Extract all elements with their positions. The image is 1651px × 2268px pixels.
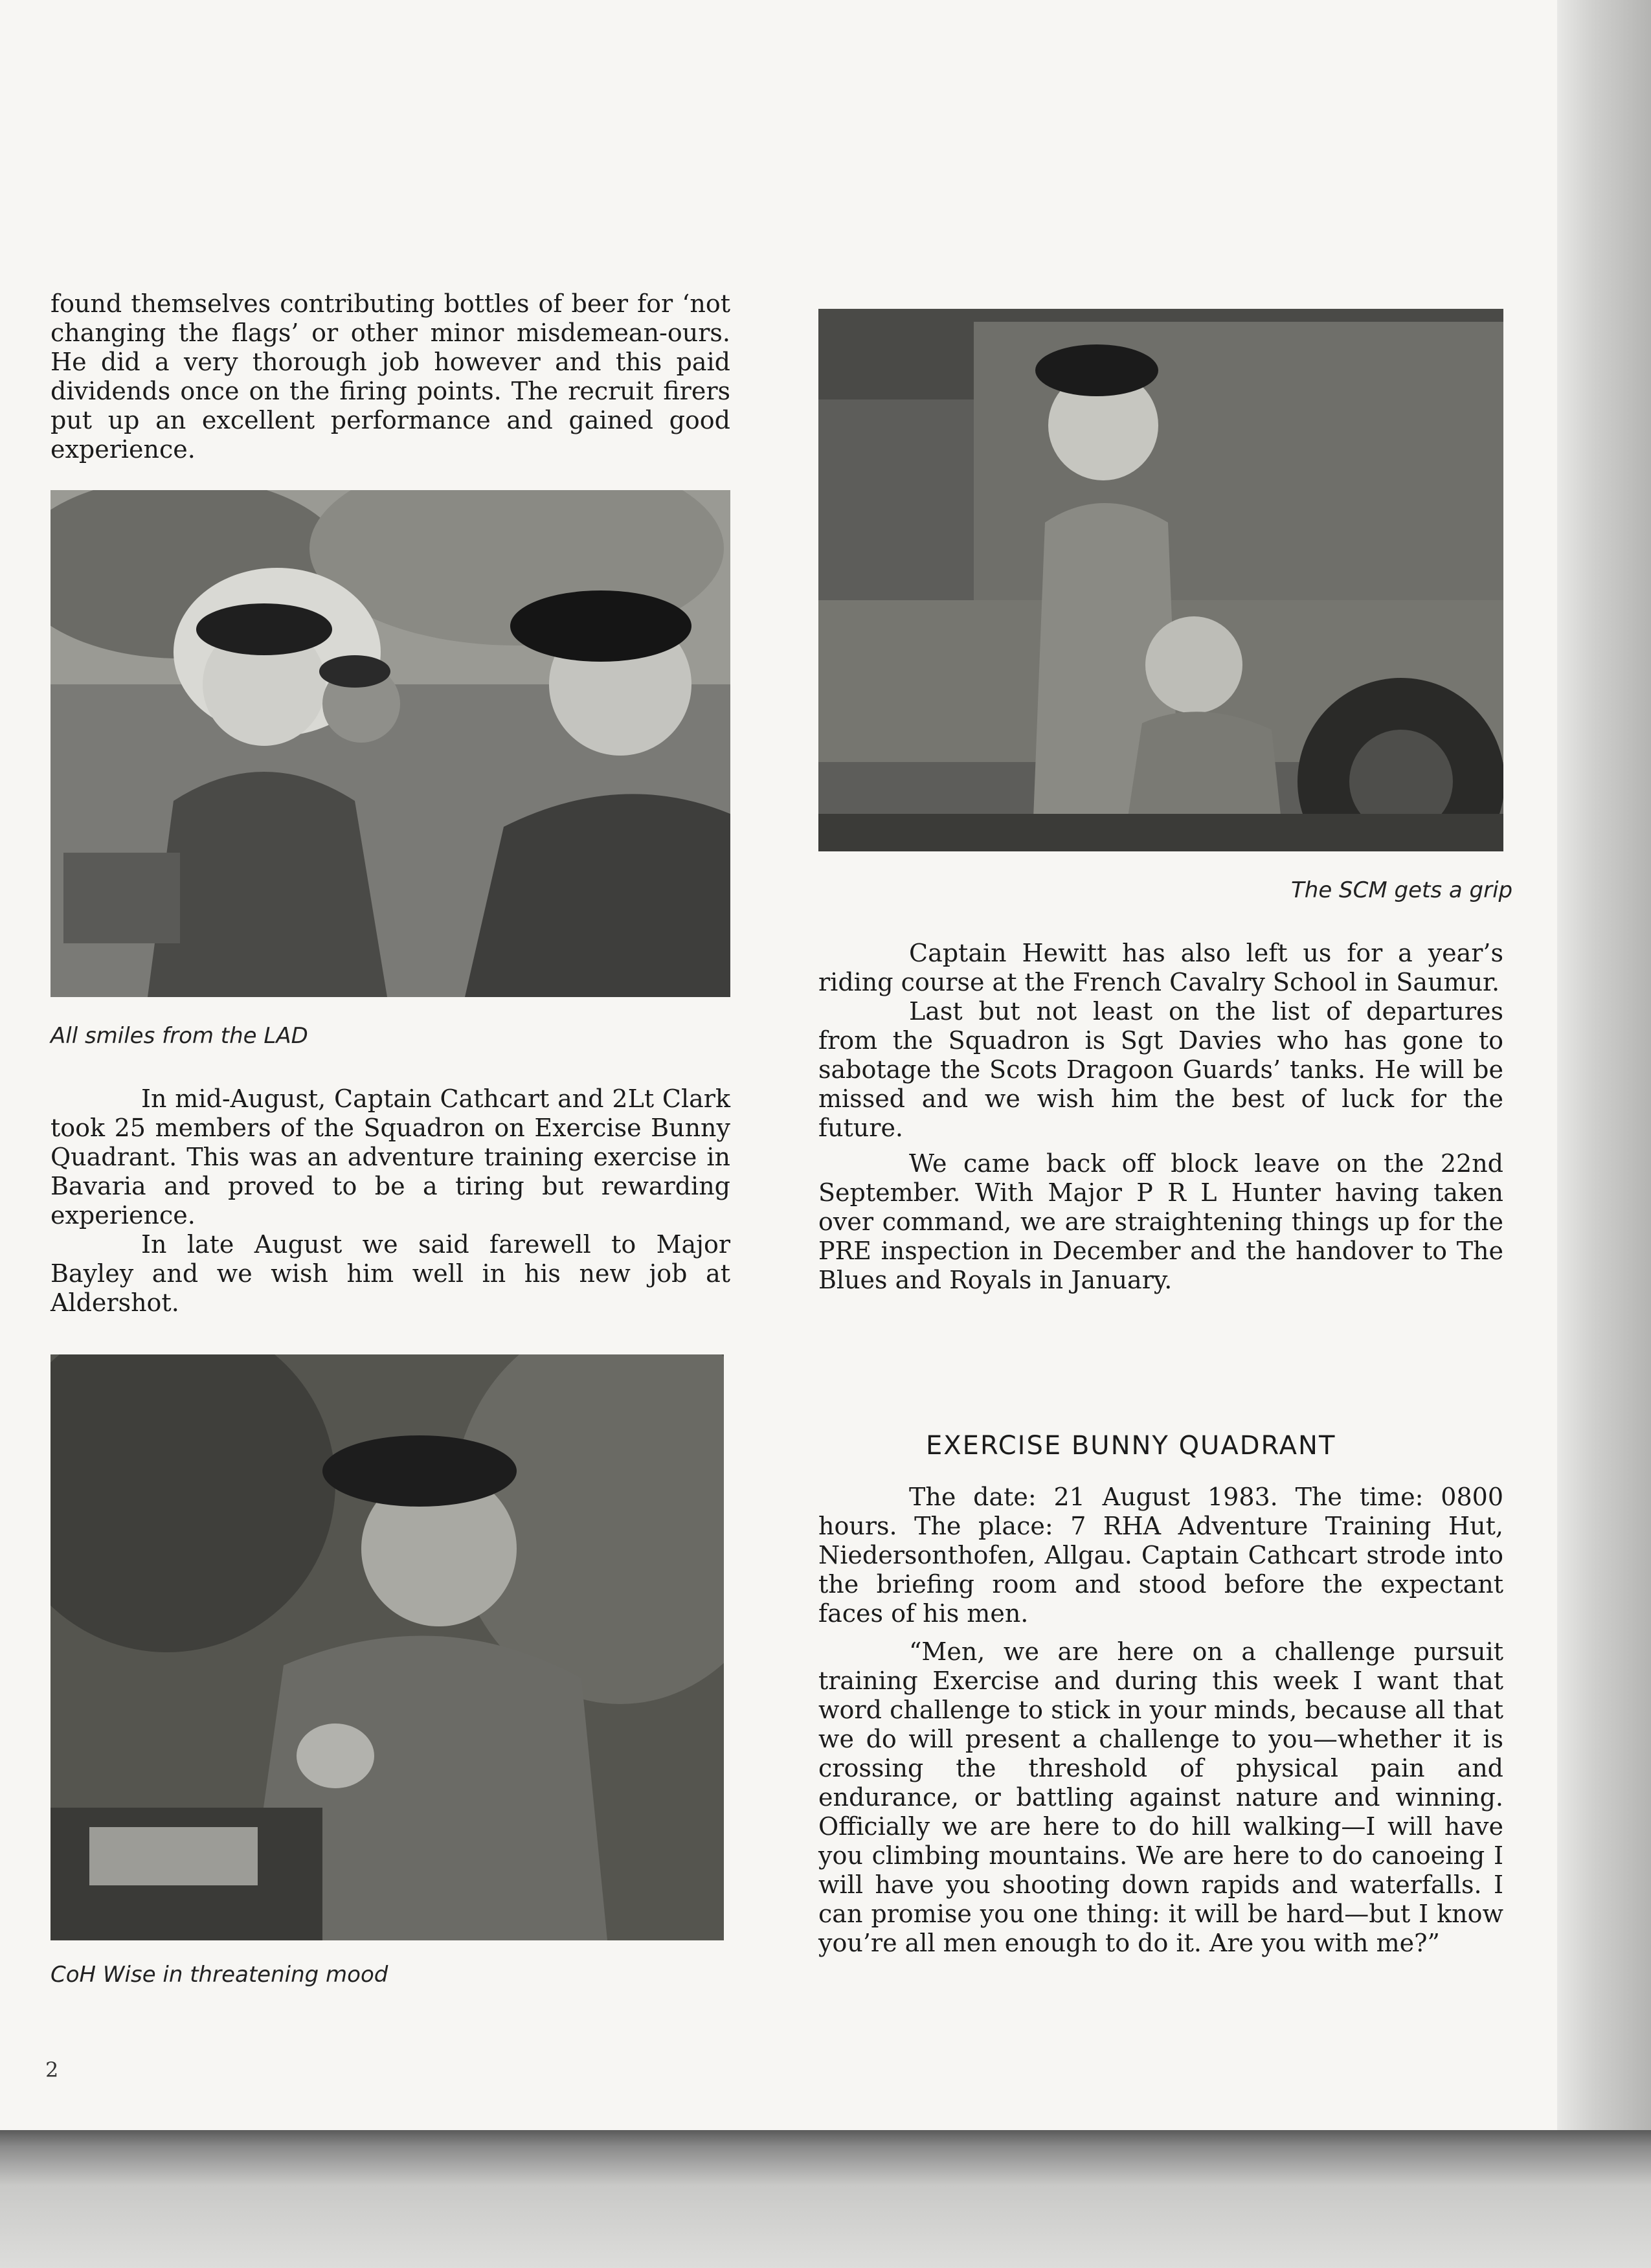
section-heading: EXERCISE BUNNY QUADRANT bbox=[926, 1431, 1336, 1461]
para-speech: “Men, we are here on a challenge pursuit training Exercise and during this week I want that word challenge to stick in your minds, because all that we do will present a challenge to you—whether it is crossing the threshold of physical pain and endurance, or battling against nature and winning. Officially we are here to do hill walking—I will have you climbing mountains. We are here to do canoeing I will have you shooting down rapids and waterfalls. I can promise you one thing: it will be hard—but I know you’re all men enough to do it. Are you with me?” bbox=[818, 1637, 1503, 1957]
para-block-leave: We came back off block leave on the 22nd September. With Major P R L Hunter having taken over command, we are straightening things up for the PRE inspection in December and the handover to The Blues and Royals in January. bbox=[818, 1149, 1503, 1294]
page-bottom-shadow bbox=[0, 2130, 1651, 2268]
para-date: The date: 21 August 1983. The time: 0800 hours. The place: 7 RHA Adventure Training Hut, Niedersonthofen, Allgau. Captain Cathcart strode into the briefing room and stood before the expectant faces of his men. bbox=[818, 1483, 1503, 1628]
page-number: 2 bbox=[45, 2058, 59, 2082]
left-mid-text bbox=[51, 1084, 730, 1318]
intro-paragraph: found themselves contributing bottles of beer for ‘not changing the flags’ or other minor misdemean-ours. He did a very thorough job however and this paid dividends once on the firing points. The recruit firers put up an excellent performance and gained good experience. bbox=[51, 289, 730, 464]
para-late-august: In late August we said farewell to Major Bayley and we wish him well in his new job at Aldershot. bbox=[51, 1230, 730, 1317]
photo-lad-soldiers bbox=[51, 490, 730, 997]
photo3-caption: The SCM gets a grip bbox=[1291, 877, 1513, 903]
photo2-caption: CoH Wise in threatening mood bbox=[51, 1962, 388, 1988]
photo1-caption: All smiles from the LAD bbox=[51, 1023, 308, 1049]
left-intro-text bbox=[51, 289, 730, 464]
para-davies: Last but not least on the list of departures from the Squadron is Sgt Davies who has gone to sabotage the Scots Dragoon Guards’ tanks. He will be missed and we wish him the best of luck for the future. bbox=[818, 997, 1503, 1142]
page-edge-shadow bbox=[1557, 0, 1651, 2268]
right-lower-text bbox=[818, 1483, 1503, 1958]
photo-scm-grip-image bbox=[818, 309, 1503, 851]
para-hewitt: Captain Hewitt has also left us for a year’s riding course at the French Cavalry School in Saumur. bbox=[818, 939, 1503, 996]
photo-scm-grip bbox=[818, 309, 1503, 851]
photo-coh-wise bbox=[51, 1354, 724, 1940]
para-mid-august: In mid-August, Captain Cathcart and 2Lt Clark took 25 members of the Squadron on Exercise Bunny Quadrant. This was an adventure training exercise in Bavaria and proved to be a tiring but rewarding experience. bbox=[51, 1084, 730, 1229]
photo-lad-soldiers-image bbox=[51, 490, 730, 997]
right-upper-text bbox=[818, 939, 1503, 1295]
photo-coh-wise-image bbox=[51, 1354, 724, 1940]
